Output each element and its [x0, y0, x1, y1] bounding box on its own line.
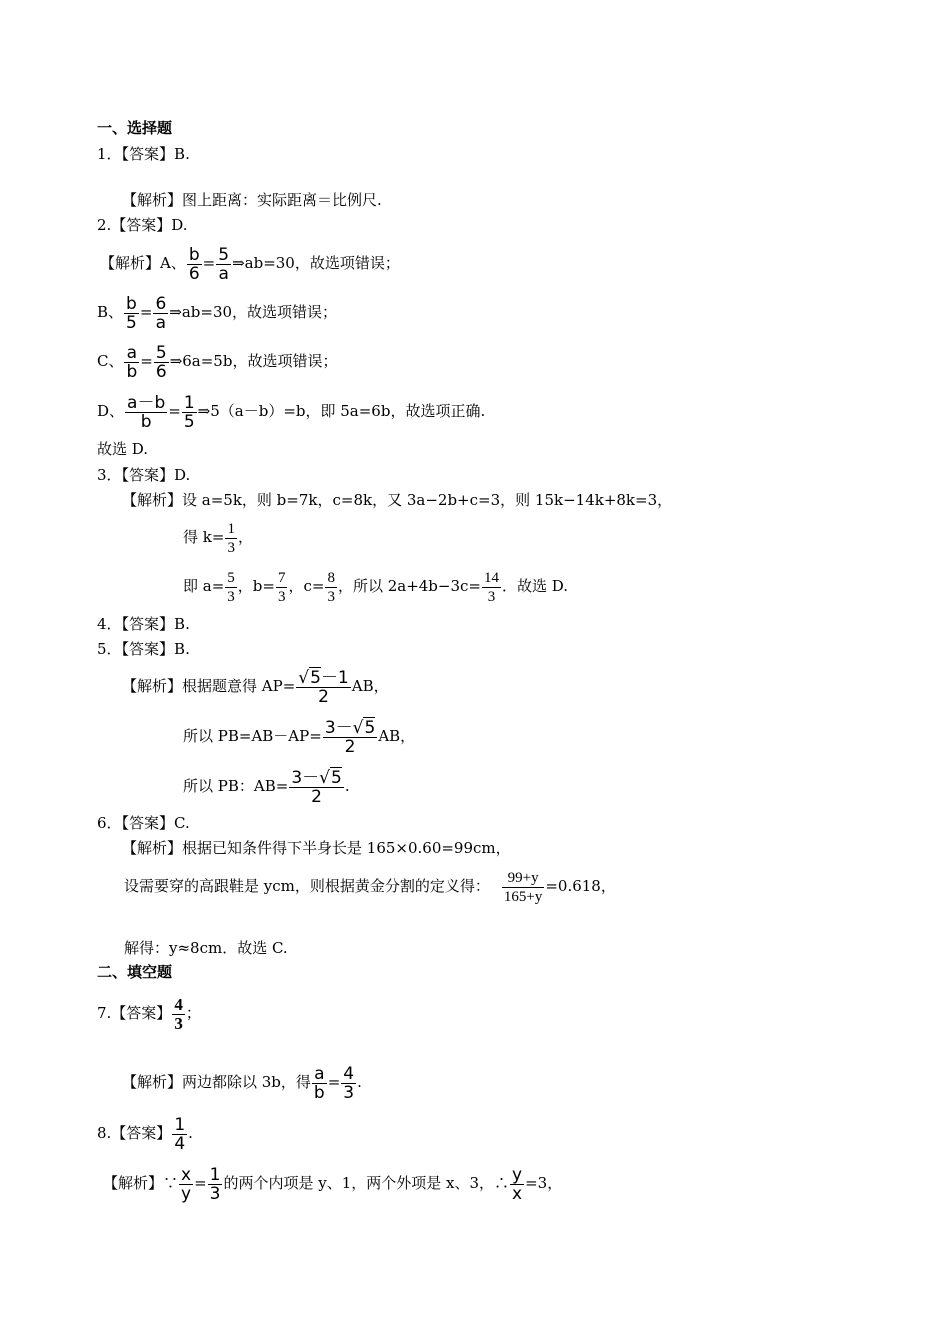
fraction — [154, 344, 169, 381]
q5-l2-prefix: 所以 PB=AB－AP= — [183, 727, 322, 745]
denominator: 3 — [227, 588, 235, 605]
denominator: 4 — [174, 1133, 186, 1154]
numerator: b — [187, 246, 202, 265]
q8-answer-suffix: . — [188, 1124, 193, 1142]
denominator: b — [126, 361, 138, 382]
numerator: 5 — [155, 342, 167, 363]
q2-option-d: D、 $\frac{a-b}{b}$ = $\frac{1}{5}$ ⇒5（a－b）=b，即 5a=6b，故选项正确. — [97, 392, 486, 432]
denominator: 3 — [174, 1013, 183, 1033]
denominator: 165+y — [503, 888, 543, 905]
numerator: 5 — [227, 569, 235, 586]
denominator: 3 — [209, 1183, 221, 1204]
q3-c-prefix: ，c= — [288, 577, 325, 595]
numerator: 99+y — [502, 869, 544, 888]
denominator: 5 — [183, 411, 195, 432]
denominator: 3 — [487, 588, 496, 605]
q2-c-prefix: C、 — [97, 352, 124, 370]
denominator: 3 — [343, 1082, 355, 1103]
fraction — [323, 719, 378, 756]
q3-analysis-line1: 【解析】设 a=5k，则 b=7k，c=8k，又 3a−2b+c=3，则 15k−14k+8k=3， — [122, 491, 673, 509]
numerator: 3－√5 — [324, 717, 376, 738]
numerator: 3－√5 — [291, 767, 342, 788]
fraction — [125, 394, 167, 431]
fraction — [216, 246, 231, 283]
numerator-head: 3－ — [291, 767, 320, 788]
numerator: 14 — [484, 569, 499, 586]
numerator: 5 — [218, 244, 230, 265]
fraction — [187, 246, 202, 283]
numerator: 4 — [343, 1063, 355, 1084]
denominator: a — [218, 263, 229, 284]
q6-l2-suffix: =0.618， — [545, 877, 616, 895]
fraction — [312, 1065, 327, 1102]
q2-d-prefix: D、 — [97, 402, 125, 420]
q2-answer: 2.【答案】D. — [97, 216, 188, 234]
numerator: y — [512, 1164, 523, 1185]
fraction — [153, 295, 168, 332]
q2-option-c: C、 $\frac{a}{b}$ = $\frac{5}{6}$ ⇒6a=5b，故选项错误； — [97, 342, 338, 382]
q4-answer: 4．【答案】B. — [97, 615, 190, 633]
denominator: b — [140, 411, 152, 432]
section-title-choice: 一、选择题 — [97, 119, 173, 137]
q6-l2-prefix: 设需要穿的高跟鞋是 ycm，则根据黄金分割的定义得： — [124, 877, 490, 895]
q3-sum-prefix: ，所以 2a+4b−3c= — [337, 577, 481, 595]
fraction — [502, 869, 544, 906]
q7-analysis-suffix: . — [357, 1073, 362, 1091]
q8-analysis-suffix: =3， — [525, 1174, 563, 1192]
fraction — [172, 1116, 187, 1153]
denominator: 3 — [277, 588, 286, 605]
fraction — [289, 769, 344, 806]
q6-analysis-line1: 【解析】根据已知条件得下半身长是 165×0.60=99cm， — [122, 839, 511, 857]
q3-answer: 3．【答案】D. — [97, 466, 191, 484]
fraction — [124, 344, 139, 381]
q7-answer — [97, 991, 201, 1035]
fraction — [482, 569, 501, 606]
q2-b-suffix: ⇒ab=30，故选项错误； — [169, 303, 338, 321]
q6-answer: 6．【答案】C. — [97, 814, 190, 832]
q5-l3-suffix: . — [344, 777, 350, 795]
q2-a-prefix: 【解析】A、 — [100, 254, 186, 272]
q8-analysis: 【解析】∵ $\frac{x}{y}$ = $\frac{1}{3}$ 的两个内项是 y、1，两个外项是 x、3，∴ $\frac{y}{x}$ =3， — [103, 1164, 563, 1204]
q1-analysis: 【解析】图上距离：实际距离＝比例尺. — [122, 191, 382, 209]
denominator: 3 — [327, 588, 335, 605]
fraction — [276, 569, 288, 606]
q3-k-suffix: ， — [237, 528, 253, 546]
sqrt-radicand: 5 — [330, 767, 342, 788]
numerator: 4 — [174, 994, 183, 1014]
fraction — [325, 569, 337, 606]
numerator: 1 — [209, 1164, 221, 1185]
q2-option-b: B、 $\frac{b}{5}$ = $\frac{6}{a}$ ⇒ab=30，故选项错误； — [97, 293, 338, 333]
fraction — [182, 394, 197, 431]
numerator: 7 — [277, 569, 286, 586]
q6-analysis-line3: 解得：y≈8cm．故选 C. — [124, 939, 288, 957]
q5-l1-prefix: 【解析】根据题意得 AP= — [122, 677, 296, 695]
q3-b-prefix: ，b= — [237, 577, 275, 595]
q1-answer: 1．【答案】B. — [97, 145, 190, 163]
q3-k-line — [183, 517, 253, 557]
numerator: a－b — [127, 392, 166, 413]
denominator: 5 — [126, 312, 137, 333]
fraction — [296, 669, 351, 706]
fraction — [341, 1065, 356, 1102]
denominator: y — [181, 1183, 192, 1204]
q5-answer: 5．【答案】B. — [97, 640, 190, 658]
q5-analysis-line2 — [183, 716, 415, 756]
numerator: 1 — [174, 1114, 186, 1135]
q7-analysis: 【解析】两边都除以 3b，得 $\frac{a}{b}$ = $\frac{4}{3}$ . — [122, 1063, 362, 1103]
numerator: b — [124, 295, 139, 314]
denominator: a — [155, 312, 167, 333]
numerator: 6 — [155, 293, 167, 314]
q5-analysis-line3 — [183, 766, 350, 806]
fraction — [179, 1166, 193, 1203]
q7-answer-suffix: ； — [185, 1004, 201, 1022]
numerator: √5－1 — [298, 667, 349, 688]
denominator: 2 — [318, 686, 329, 707]
sqrt-radicand: 5 — [364, 717, 376, 738]
numerator: 1 — [227, 520, 235, 537]
denominator: 2 — [311, 786, 322, 807]
q8-answer-prefix: 8.【答案】 — [97, 1124, 172, 1142]
section-title-fill: 二、填空题 — [97, 963, 173, 981]
numerator-tail: －1 — [320, 667, 349, 688]
fraction — [225, 520, 237, 557]
denominator: 6 — [188, 263, 200, 284]
q7-answer-prefix: 7.【答案】 — [97, 1004, 172, 1022]
q2-option-a: 【解析】A、 $\frac{b}{6}$ = $\frac{5}{a}$ ⇒ab=30，故选项错误； — [100, 244, 400, 284]
q6-analysis-line2 — [124, 864, 616, 908]
numerator: 1 — [183, 392, 195, 413]
fraction — [225, 569, 237, 606]
q5-l3-prefix: 所以 PB：AB= — [183, 777, 289, 795]
q5-l1-suffix: AB， — [351, 677, 389, 695]
q3-a-prefix: 即 a= — [183, 577, 225, 595]
q3-sum-suffix: ．故选 D. — [502, 577, 569, 595]
numerator: a — [312, 1065, 327, 1084]
denominator: 3 — [227, 539, 235, 556]
fraction — [208, 1166, 223, 1203]
denominator: 6 — [155, 361, 167, 382]
q5-l2-suffix: AB， — [378, 727, 416, 745]
numerator: a — [124, 344, 139, 363]
q8-analysis-prefix: 【解析】∵ — [103, 1174, 179, 1192]
q2-c-suffix: ⇒6a=5b，故选项错误； — [169, 352, 338, 370]
q3-k-prefix: 得 k= — [183, 528, 225, 546]
q2-b-prefix: B、 — [97, 303, 124, 321]
numerator: x — [181, 1164, 192, 1185]
q5-analysis-line1 — [122, 666, 389, 706]
denominator: 2 — [344, 736, 356, 757]
q8-analysis-mid: 的两个内项是 y、1，两个外项是 x、3，∴ — [223, 1174, 510, 1192]
fraction — [172, 996, 185, 1033]
denominator: b — [313, 1082, 325, 1103]
q2-d-suffix: ⇒5（a－b）=b，即 5a=6b，故选项正确. — [197, 402, 486, 420]
fraction — [510, 1166, 524, 1203]
q2-conclusion: 故选 D. — [97, 440, 149, 458]
numerator: 8 — [327, 569, 335, 586]
denominator: x — [512, 1183, 523, 1204]
q7-analysis-prefix: 【解析】两边都除以 3b，得 — [122, 1073, 311, 1091]
q3-values-line — [183, 566, 568, 606]
q2-a-suffix: ⇒ab=30，故选项错误； — [232, 254, 400, 272]
fraction — [124, 295, 139, 332]
sqrt-radicand: 5 — [310, 667, 321, 688]
numerator-head: 3－ — [324, 717, 353, 738]
q8-answer — [97, 1113, 193, 1153]
